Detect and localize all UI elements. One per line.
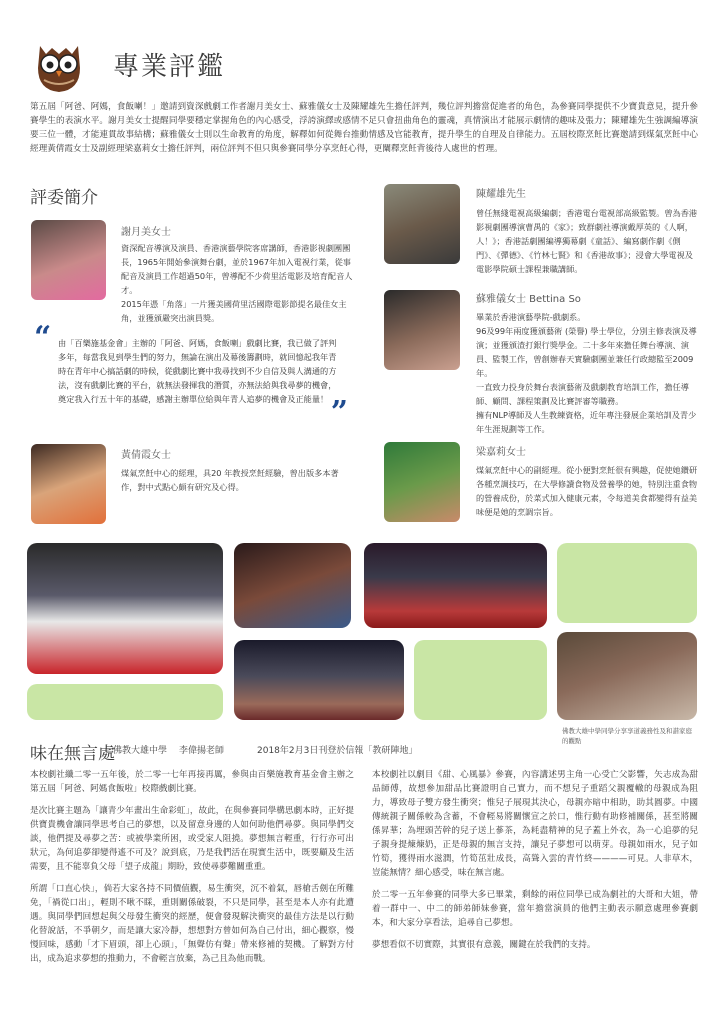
- judge-quote: [34, 320, 350, 430]
- quote-open-icon: “: [34, 320, 52, 355]
- intro-paragraph: 第五屆「阿爸、阿媽，食飯喇！」邀請到資深戲劇工作者謝月美女士、蘇雅儀女士及陳耀雄先生擔任評判，幾位評判擔當促進者的角色，為參賽同學提供不少寶貴意見，提升參賽學生的表演水平。謝月美女士提醒同學要穩定掌握角色的內心感受，浮誇演繹或感情不足只會扭曲角色的靈魂，真情演出才能展示劇情的趣味及張力；陳耀雄先生強調編導演要三位一體，才能連貫故事結構；蘇雅儀女士則以生命教育的角度，解釋如何從舞台推動情感及官能教育，提升學生的自理及自律能力。五屆校際烹飪比賽邀請到煤氣烹飪中心經理黃倩霞女士及副經理梁嘉莉女士擔任評判，兩位評判不但只與參賽同學分享烹飪心得，更闡釋烹飪背後待人處世的哲理。: [30, 102, 698, 154]
- quote-close-icon: ”: [330, 395, 348, 430]
- article-paragraph: 夢想看似不切實際，其實很有意義，關鍵在於我們的支持。: [372, 940, 596, 950]
- gallery-photo-chefs: [27, 543, 223, 674]
- judge-chan-bio: 曾任無綫電視高級編劇；香港電台電視部高級監製。曾為香港影視劇團導演曹禺的《家》；致群劇社導演戴厚英的《人啊，人！》；香港話劇團編導獨幕劇《童話》、編寫劇作劇《側門》、《彈德》、《竹林七賢》和《香港故事》；浸會大學電視及電影學院碩士課程兼職講師。: [476, 208, 698, 274]
- judge-leung-photo: [384, 442, 460, 522]
- gallery-photo-audience: [557, 632, 697, 720]
- article-school: 佛教大雄中學: [113, 746, 168, 756]
- judge-leung-name: 梁嘉莉女士: [476, 447, 526, 458]
- judge-wong-photo: [31, 444, 106, 524]
- article-column-1: [30, 768, 354, 966]
- photo-caption: 佛教大雄中學同學分享享道義務性及和諧家庭的觀點: [562, 727, 692, 745]
- gallery-green-block: [27, 684, 223, 720]
- gallery-photo-group-stage: [364, 543, 547, 628]
- article-paragraph: 於二零一五年參賽的同學大多已畢業，剩餘的兩位同學已成為劇社的大哥和大姐，帶着一群中一、中二的師弟師妹參賽，當年擔當演員的他們主動表示願意處理參賽劇本，和大家分享看法，追尋自己夢想。: [372, 890, 698, 928]
- judge-wong-bio: 煤氣烹飪中心的經理，具20 年教授烹飪經驗，曾出版多本著作，對中式點心頗有研究及心得。: [121, 468, 339, 492]
- judge-chan-name: 陳耀雄先生: [476, 189, 526, 200]
- judge-so-photo: [384, 290, 460, 370]
- article-title: 味在無言處: [30, 744, 115, 764]
- judge-tse-photo: [31, 220, 106, 300]
- judge-tse-bio: 資深配音導演及演員、香港演藝學院客席講師，香港影視劇團團長，1965年開始參演舞台劇，並於1967年加入電視行業，從事配音及演員工作超過50年，曾導配不少荷里活電影及培育配音人才。 2015年憑「角落」一片獲美國荷里活國際電影節提名最佳女主角，並獲頒嚴突出演員獎。: [121, 243, 353, 323]
- gallery-photo-performers: [234, 640, 404, 720]
- article-paragraph: 是次比賽主題為「讓青少年畫出生命彩虹」，故此，在與參賽同學構思劇本時，正好提供寶貴機會讓同學思考自己的夢想，以及留意身邊的人如何助他們尋夢。與同學們交談，他們提及尋夢之苦：或被學業所困，或受家人阻撓。夢想無言輕重，行行亦可出狀元，為何追夢卻變得遙不可及？說到底，乃是我們活在現實生活中，既要顧及生活需要，且不能辜負父母「望子成龍」期盼，致使尋夢難關重重。: [30, 806, 354, 872]
- judge-leung-bio: 煤氣烹飪中心的副經理。從小便對烹飪很有興趣，促使她鑽研各種烹調技巧，在大學修讀食物及營養學的她，特別注重食物的營養成份，於菜式加入健康元素，令每道美食都變得有益美味便是她的烹調宗旨。: [476, 465, 698, 517]
- article-paragraph: 所謂「口直心快」，倘若大家各持不同價值觀，易生衝突，沉不着氣，唇槍舌劍在所難免，「禍從口出」，輕則不啾不睬，重則關係破裂，不只是同學，甚至是本人亦有此遭遇。與同學們回想起與父母發生衝突的經歷，便會發現解決衝突的最佳方法是以行動化替說話，不爭朝夕，而是讓大家冷靜，想想對方曾如何為自己付出，細心觀察，慢慢回味，感動「才下眉頭，卻上心頭」，「無聲仿有聲」帶來修補的契機。了解對方付出，成為追求夢想的推動力，不會輕言放棄，為己且為他而戰。: [30, 884, 354, 964]
- article-paragraph: 本校劇社纖二零一五年後，於二零一七年再接再厲，參與由百樂施教育基金會主辦之第五屆「阿爸、阿媽食飯啦」校際戲劇比賽。: [30, 770, 354, 794]
- gallery-green-block: [557, 543, 697, 623]
- judges-section-title: 評委簡介: [30, 188, 98, 208]
- article-source: 2018年2月3日刊登於信報「教研陣地」: [257, 746, 418, 756]
- owl-icon: [30, 38, 88, 94]
- gallery-photo-cooking: [234, 543, 351, 628]
- quote-text: 由「百樂施基金會」主辦的「阿爸、阿媽，食飯喇」戲劇比賽，我已做了評判多年，每當我見到學生們的努力，無論在演出及幕後籌劃時，就回憶起我年青時在青年中心搞話劇的時候，從戲劇比賽中我尋找到不少自信及與人溝通的方法，沒有戲劇比賽的平台，就無法發揮我的潛質，亦無法給與我尋夢的機會，奠定我入行五十年的基礎，感謝主辦單位給與年青人追夢的機會及正能量！: [58, 338, 337, 404]
- gallery-green-block: [414, 640, 547, 720]
- judge-so-bio: 畢業於香港演藝學院-戲劇系。 96及99年兩度獲頒藝術 (榮譽) 學士學位，分別主修表演及導演；並獲頒渣打銀行獎學金。二十多年來擔任舞台導演、演員、監製工作，曾創辦春天實驗劇團並兼任行政總監至2009年。 一直致力投身於舞台表演藝術及戲劇教育培訓工作，擔任導師、顧問、課程策劃及比賽評審等職務。 擁有NLP導師及人生教練資格，近年專注發展企業培訓及青少年生涯規劃等工作。: [476, 312, 697, 434]
- judge-tse-name: 謝月美女士: [121, 227, 171, 238]
- judge-so-name: 蘇雅儀女士 Bettina So: [476, 294, 581, 305]
- judge-wong-name: 黃倩霞女士: [121, 450, 171, 461]
- page-title: 專業評鑑: [113, 52, 226, 82]
- article-column-2: [372, 768, 698, 952]
- judge-chan-photo: [384, 184, 460, 264]
- article-paragraph: 本校劇社以劇目《甜、心風暴》參賽，內容講述男主角一心受亡父影響，矢志成為甜品師傅，故想參加甜品比賽證明自己實力，而不想兒子重蹈父親覆轍的母親成為阻力，導致母子雙方發生衝突；惟兒子展現其決心，母親亦暗中相助，助其圓夢。中國傳統親子關係較為含蓄，不會輕易將關懷宣之於口，惟行動有助修補關係，甚至將關係昇華；為埋頭苦幹的兒子送上蔘茶，為耗盡精神的兒子蓋上外衣，為一心追夢的兒子親身提煉煉奶，正是母親的無言支持，讓兒子夢想可以萌芽。母親如雨水，兒子如竹筍，獲得雨水滋潤，竹筍茁壯成長，高聳入雲的青竹終————可見。人非草木，豈能無情？細心感受，味在無言處。: [372, 770, 698, 878]
- article-author: 李偉揚老師: [179, 746, 225, 756]
